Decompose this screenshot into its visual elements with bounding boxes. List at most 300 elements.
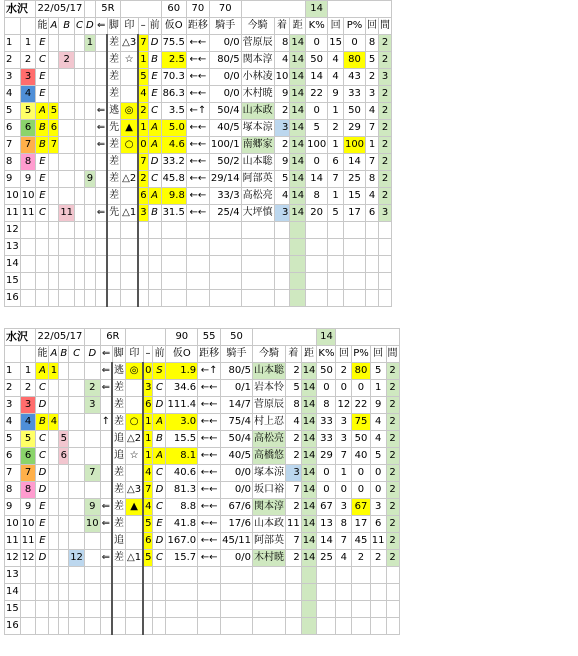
current-jockey: 岩本怜 [252, 380, 285, 397]
empty-cell [198, 601, 221, 618]
rank-c [69, 482, 85, 499]
horse-number: 2 [5, 380, 21, 397]
gate-number: 3 [20, 69, 36, 86]
k-count: 5 [328, 205, 344, 222]
previous-grade: B [148, 52, 161, 69]
table-row [5, 171, 392, 188]
empty-cell [20, 290, 36, 307]
finish: 5 [285, 380, 301, 397]
ability-grade: D [36, 482, 49, 499]
rank-c [75, 137, 85, 154]
empty-cell [198, 618, 221, 635]
empty-cell [49, 256, 59, 273]
rank-c [75, 154, 85, 171]
rank-b: 6 [59, 448, 69, 465]
distance-shift: ←← [198, 499, 221, 516]
empty-cell [366, 222, 379, 239]
rank-d [85, 103, 96, 120]
empty-cell [75, 290, 85, 307]
prediction-mark [121, 69, 139, 86]
gate-number: 11 [20, 205, 36, 222]
k-percent: 50 [317, 363, 336, 380]
empty-cell [20, 273, 36, 290]
rank-b [59, 188, 75, 205]
p-count: 5 [366, 52, 379, 69]
empty-cell [166, 601, 198, 618]
table-row [5, 239, 392, 256]
column-header [20, 18, 36, 35]
empty-cell [343, 239, 365, 256]
dash-index: 6 [143, 397, 153, 414]
empty-cell [143, 618, 153, 635]
dash-index: 3 [138, 205, 148, 222]
empty-cell [20, 239, 36, 256]
finish: 4 [285, 414, 301, 431]
spacer [84, 329, 100, 346]
rank-c [75, 35, 85, 52]
empty-cell [153, 584, 166, 601]
provisional-odds: 31.5 [161, 205, 186, 222]
ability-grade: E [36, 35, 49, 52]
rank-a [49, 533, 59, 550]
column-header: 今騎 [252, 346, 285, 363]
column-header: 仮O [166, 346, 198, 363]
empty-cell [112, 567, 126, 584]
table-row [5, 103, 392, 120]
empty-cell [36, 290, 49, 307]
empty-cell [49, 618, 59, 635]
distance-shift: ←← [186, 171, 209, 188]
jockey-stat: 40/5 [209, 120, 241, 137]
arrow-mark [95, 188, 107, 205]
rank-d [85, 154, 96, 171]
empty-cell [343, 273, 365, 290]
finish: 9 [274, 154, 290, 171]
empty-cell [306, 239, 328, 256]
dash-index: 1 [138, 120, 148, 137]
previous-grade: E [148, 69, 161, 86]
provisional-odds: 75.5 [161, 35, 186, 52]
gate-number: 1 [20, 363, 36, 380]
current-jockey: 菅原辰 [241, 35, 274, 52]
rank-b [59, 482, 69, 499]
running-style: 差 [112, 380, 126, 397]
empty-cell [148, 222, 161, 239]
dash-index: 4 [143, 465, 153, 482]
prediction-mark: ○ [126, 414, 144, 431]
current-jockey: 坂口裕 [252, 482, 285, 499]
empty-cell [36, 567, 49, 584]
dash-index: 4 [143, 499, 153, 516]
k-count: 1 [328, 103, 344, 120]
rank-c [69, 363, 85, 380]
table-row [5, 482, 400, 499]
empty-cell [153, 567, 166, 584]
dash-index: 6 [138, 188, 148, 205]
empty-cell [126, 567, 144, 584]
empty-cell [59, 290, 75, 307]
k-percent: 20 [306, 205, 328, 222]
ability-grade: C [36, 380, 49, 397]
k-count: 7 [328, 171, 344, 188]
running-style: 差 [112, 397, 126, 414]
distance: 14 [290, 188, 306, 205]
jockey-stat: 25/4 [209, 205, 241, 222]
column-header: 間 [379, 18, 392, 35]
dash-index: 5 [143, 550, 153, 567]
k-percent: 0 [306, 103, 328, 120]
empty-cell [69, 601, 85, 618]
column-header: 印 [121, 18, 139, 35]
provisional-odds: 167.0 [166, 533, 198, 550]
empty-cell [107, 290, 121, 307]
gate-number: 2 [20, 380, 36, 397]
arrow-mark: ⇐ [100, 516, 112, 533]
row-number: 15 [5, 273, 21, 290]
table-row [5, 273, 392, 290]
jockey-stat: 0/0 [209, 35, 241, 52]
distance-shift: ←← [186, 188, 209, 205]
provisional-odds: 41.8 [166, 516, 198, 533]
table-row [5, 290, 392, 307]
empty-cell [100, 618, 112, 635]
distance: 14 [301, 482, 317, 499]
race-number: 5R [95, 1, 120, 18]
jockey-stat: 80/5 [221, 363, 253, 380]
prediction-mark [121, 188, 139, 205]
empty-cell [209, 290, 241, 307]
empty-cell [107, 222, 121, 239]
k-percent: 29 [317, 448, 336, 465]
interval: 2 [386, 448, 399, 465]
provisional-odds: 70.3 [161, 69, 186, 86]
provisional-odds: 40.6 [166, 465, 198, 482]
distance-shift: ←← [198, 465, 221, 482]
empty-cell [366, 290, 379, 307]
jockey-stat: 0/0 [209, 69, 241, 86]
column-header: 脚 [107, 18, 121, 35]
empty-cell [84, 567, 100, 584]
distance: 14 [290, 69, 306, 86]
rank-d: 2 [84, 380, 100, 397]
empty-cell [126, 618, 144, 635]
horse-number: 1 [5, 363, 21, 380]
empty-cell [121, 256, 139, 273]
empty-cell [274, 290, 290, 307]
empty-cell [328, 239, 344, 256]
empty-cell [290, 222, 306, 239]
running-style: 差 [112, 465, 126, 482]
empty-cell [366, 273, 379, 290]
distance-shift: ←← [186, 120, 209, 137]
rank-b [59, 86, 75, 103]
ability-grade: B [36, 137, 49, 154]
rank-c [75, 69, 85, 86]
k-count: 2 [336, 363, 352, 380]
gate-number: 7 [20, 137, 36, 154]
empty-cell [186, 290, 209, 307]
rank-d [85, 205, 96, 222]
rank-b [59, 380, 69, 397]
empty-cell [328, 256, 344, 273]
column-header: 着 [274, 18, 290, 35]
race-date: 22/05/17 [36, 1, 85, 18]
prediction-mark [126, 533, 144, 550]
table-row [5, 69, 392, 86]
gate-number: 9 [20, 171, 36, 188]
empty-cell [306, 273, 328, 290]
previous-grade: A [148, 188, 161, 205]
provisional-odds: 111.4 [166, 397, 198, 414]
gate-number: 5 [20, 431, 36, 448]
empty-cell [352, 567, 371, 584]
prediction-mark: △1 [126, 550, 144, 567]
k-count: 12 [336, 397, 352, 414]
horse-number: 11 [5, 533, 21, 550]
current-jockey: 山本政 [241, 103, 274, 120]
horse-number: 8 [5, 154, 21, 171]
gate-number: 8 [20, 154, 36, 171]
previous-grade: E [148, 86, 161, 103]
empty-cell [161, 256, 186, 273]
empty-cell [107, 256, 121, 273]
spacer [336, 329, 399, 346]
empty-cell [221, 601, 253, 618]
empty-cell [209, 256, 241, 273]
rank-d: 9 [84, 499, 100, 516]
prediction-mark: △3 [121, 35, 139, 52]
k-count: 0 [336, 482, 352, 499]
empty-cell [336, 584, 352, 601]
rank-b [59, 171, 75, 188]
column-header: D [84, 346, 100, 363]
empty-cell [121, 273, 139, 290]
table-row [5, 188, 392, 205]
column-header: 回 [328, 18, 344, 35]
column-header: P% [343, 18, 365, 35]
rank-a [49, 482, 59, 499]
p-count: 6 [366, 205, 379, 222]
k-percent: 100 [306, 137, 328, 154]
empty-cell [285, 567, 301, 584]
current-jockey: 高松亮 [252, 431, 285, 448]
current-jockey: 木村暁 [252, 550, 285, 567]
distance: 14 [301, 465, 317, 482]
empty-cell [386, 567, 399, 584]
distance: 14 [301, 550, 317, 567]
jockey-stat: 75/4 [221, 414, 253, 431]
empty-cell [49, 290, 59, 307]
empty-cell [85, 290, 96, 307]
k-count: 4 [328, 52, 344, 69]
empty-cell [301, 601, 317, 618]
prediction-mark [126, 397, 144, 414]
previous-grade: A [153, 448, 166, 465]
empty-cell [366, 256, 379, 273]
p-percent: 29 [343, 120, 365, 137]
k-count: 2 [328, 120, 344, 137]
empty-cell [343, 222, 365, 239]
empty-cell [317, 601, 336, 618]
p-percent: 33 [343, 86, 365, 103]
k-percent: 0 [317, 465, 336, 482]
horse-number: 1 [5, 35, 21, 52]
gate-number: 4 [20, 414, 36, 431]
rank-a: 1 [49, 363, 59, 380]
empty-cell [36, 273, 49, 290]
k-count: 4 [328, 69, 344, 86]
p-count: 3 [370, 499, 386, 516]
table-row [5, 431, 400, 448]
p-count: 5 [370, 363, 386, 380]
empty-cell [166, 567, 198, 584]
rank-a: 7 [49, 137, 59, 154]
rank-b: 11 [59, 205, 75, 222]
column-header: D [85, 18, 96, 35]
empty-cell [306, 222, 328, 239]
dash-index: 7 [138, 35, 148, 52]
race-table [4, 0, 392, 307]
interval: 2 [386, 397, 399, 414]
pace-value-2: 70 [186, 1, 209, 18]
jockey-stat: 33/3 [209, 188, 241, 205]
running-style: 差 [107, 52, 121, 69]
previous-grade: D [148, 154, 161, 171]
rank-c [75, 205, 85, 222]
empty-cell [166, 618, 198, 635]
interval: 2 [386, 482, 399, 499]
arrow-mark [95, 154, 107, 171]
distance-shift: ←← [198, 533, 221, 550]
venue-label: 水沢 [5, 329, 36, 346]
empty-cell [95, 290, 107, 307]
rank-b [59, 103, 75, 120]
empty-cell [148, 290, 161, 307]
p-count: 7 [366, 120, 379, 137]
p-percent: 45 [352, 533, 371, 550]
table-row [5, 584, 400, 601]
empty-cell [59, 222, 75, 239]
empty-cell [186, 239, 209, 256]
distance: 14 [301, 414, 317, 431]
empty-cell [69, 567, 85, 584]
k-percent: 0 [306, 154, 328, 171]
finish: 3 [274, 205, 290, 222]
running-style: 差 [107, 35, 121, 52]
rank-a [49, 205, 59, 222]
prediction-mark: △2 [126, 431, 144, 448]
empty-cell [138, 222, 148, 239]
jockey-stat: 50/2 [209, 154, 241, 171]
rank-c [75, 188, 85, 205]
empty-cell [274, 222, 290, 239]
gate-number: 4 [20, 86, 36, 103]
empty-cell [252, 567, 285, 584]
distance-shift: ←← [198, 516, 221, 533]
rank-a [49, 431, 59, 448]
dash-index: 0 [138, 137, 148, 154]
gate-number: 10 [20, 516, 36, 533]
dash-index: 2 [138, 103, 148, 120]
empty-cell [161, 222, 186, 239]
k-percent: 0 [317, 380, 336, 397]
empty-cell [386, 584, 399, 601]
finish: 4 [274, 188, 290, 205]
distance: 14 [290, 86, 306, 103]
rank-c [69, 533, 85, 550]
k-percent: 8 [306, 188, 328, 205]
p-percent: 22 [352, 397, 371, 414]
p-percent: 14 [343, 154, 365, 171]
prediction-mark [126, 516, 144, 533]
column-header [5, 18, 21, 35]
race-date: 22/05/17 [36, 329, 84, 346]
gate-number: 7 [20, 465, 36, 482]
empty-cell [148, 273, 161, 290]
p-count: 6 [370, 516, 386, 533]
provisional-odds: 33.2 [161, 154, 186, 171]
dash-index: 4 [138, 86, 148, 103]
empty-cell [221, 567, 253, 584]
k-percent: 14 [317, 533, 336, 550]
column-header: 間 [386, 346, 399, 363]
ability-grade: E [36, 533, 49, 550]
empty-cell [352, 601, 371, 618]
p-count: 11 [370, 533, 386, 550]
current-jockey: 木村暁 [241, 86, 274, 103]
gate-number: 1 [20, 35, 36, 52]
horse-number: 7 [5, 465, 21, 482]
running-style: 追 [112, 533, 126, 550]
horse-number: 10 [5, 516, 21, 533]
empty-cell [59, 601, 69, 618]
dash-index: 6 [143, 533, 153, 550]
empty-cell [95, 239, 107, 256]
column-header [20, 346, 36, 363]
rank-b [59, 465, 69, 482]
p-percent: 50 [343, 103, 365, 120]
column-header: K% [306, 18, 328, 35]
empty-cell [20, 584, 36, 601]
k-percent: 8 [317, 397, 336, 414]
jockey-stat: 0/0 [221, 550, 253, 567]
empty-cell [49, 273, 59, 290]
empty-cell [100, 567, 112, 584]
dash-index: 7 [138, 154, 148, 171]
empty-cell [386, 601, 399, 618]
prediction-mark: ◎ [121, 103, 139, 120]
empty-cell [336, 567, 352, 584]
dash-index: 1 [143, 414, 153, 431]
empty-cell [20, 601, 36, 618]
row-number: 12 [5, 222, 21, 239]
finish: 8 [274, 35, 290, 52]
provisional-odds: 81.3 [166, 482, 198, 499]
empty-cell [186, 273, 209, 290]
empty-cell [290, 290, 306, 307]
arrow-mark: ⇐ [95, 103, 107, 120]
jockey-stat: 0/0 [221, 482, 253, 499]
distance: 14 [290, 171, 306, 188]
p-percent: 25 [343, 171, 365, 188]
column-header: A [49, 346, 59, 363]
p-count: 4 [370, 431, 386, 448]
interval: 2 [386, 550, 399, 567]
column-header: 前 [148, 18, 161, 35]
p-count: 8 [366, 171, 379, 188]
empty-cell [36, 256, 49, 273]
empty-cell [274, 273, 290, 290]
